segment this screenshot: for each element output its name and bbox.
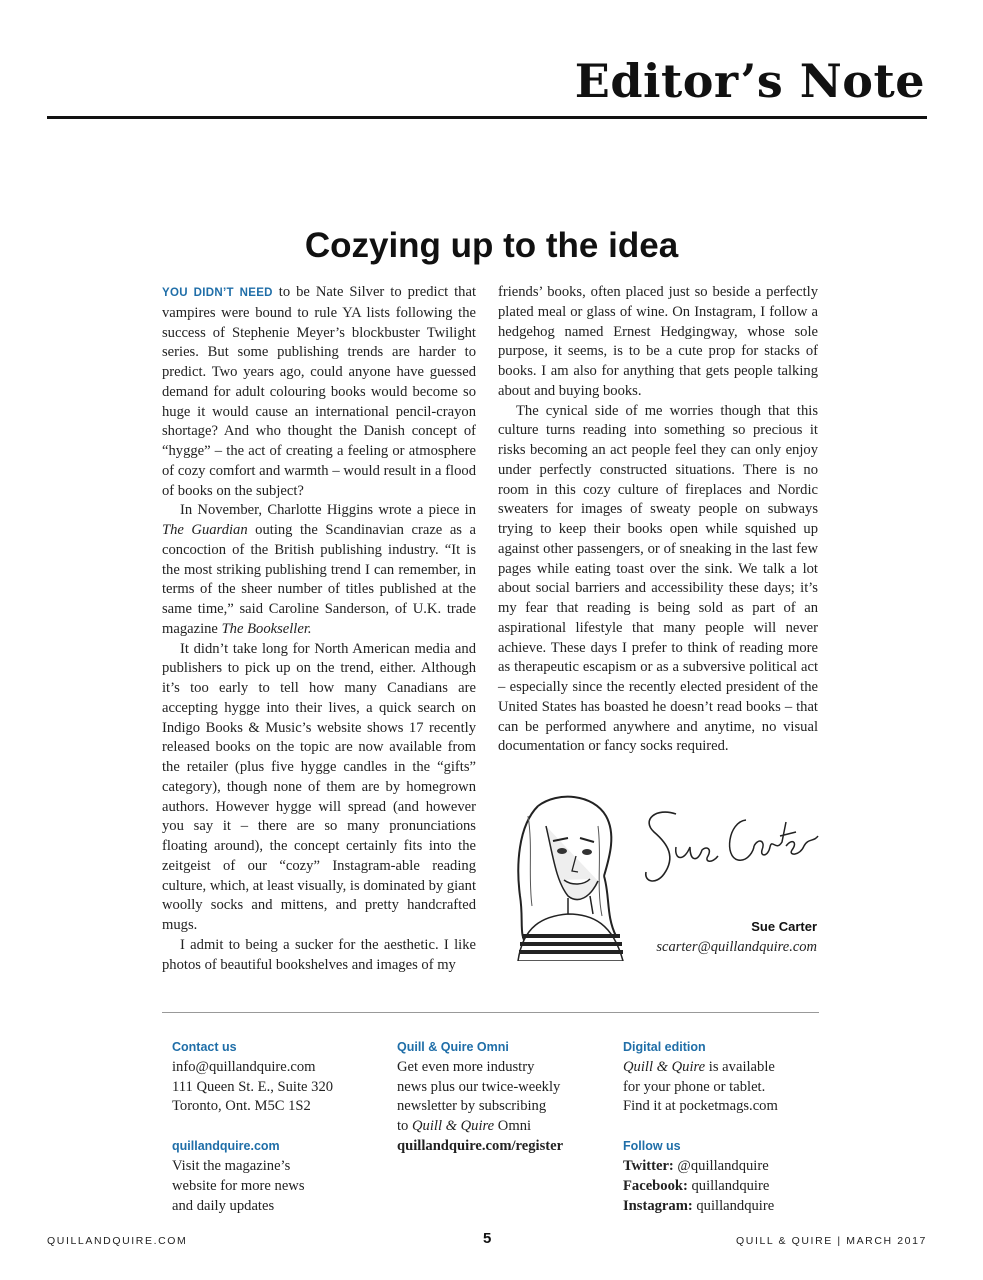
header-rule <box>47 116 927 119</box>
digital-text: Quill & Quire is available <box>623 1058 775 1075</box>
social-instagram[interactable]: Instagram: quillandquire <box>623 1197 775 1214</box>
lead-in: YOU DIDN’T NEED <box>162 287 273 299</box>
website-text: Visit the magazine’s <box>172 1157 291 1174</box>
contact-email[interactable]: info@quillandquire.com <box>172 1058 316 1075</box>
folio-website: QUILLANDQUIRE.COM <box>47 1235 188 1247</box>
footer-heading-contact: Contact us <box>172 1040 237 1054</box>
article-column-left <box>162 283 476 975</box>
publication-name: Quill & Quire <box>412 1118 495 1135</box>
contact-city: Toronto, Ont. M5C 1S2 <box>172 1098 311 1115</box>
footer-column-contact <box>172 1038 382 1216</box>
section-title: Editor’s Note <box>574 54 925 108</box>
article-paragraph <box>162 283 476 501</box>
footer-heading-follow: Follow us <box>623 1139 681 1154</box>
social-twitter[interactable]: Twitter: @quillandquire <box>623 1157 769 1174</box>
article-paragraph: The cynical side of me worries though that this culture turns reading into something so precious it risks becoming an act people feel they can only enjoy under perfectly constructed situations. There is no room in this cozy culture of fireplaces and Nordic sweaters for images of sweaty people on subways trying to keep their books open while squished up against other passengers, or of sneaking in the last few pages while eating toast over the sink. We talk a lot about social barriers and accessibility these days; it’s my fear that reading is being sold as part of an aspirational lifestyle that many people will never achieve. These days I prefer to think of reading more as therapeutic escapism or as a subversive political act – especially since the recently elected president of the United States has boasted he doesn’t read books – that can be performed anywhere and anytime, no visual documentation or fancy socks required. <box>498 402 818 755</box>
author-email[interactable]: scarter@quillandquire.com <box>656 939 817 955</box>
omni-text: news plus our twice-weekly <box>397 1078 561 1095</box>
author-signature <box>636 802 821 897</box>
article-column-right <box>498 283 818 757</box>
article-paragraph <box>162 501 476 639</box>
footer-heading-omni: Quill & Quire Omni <box>397 1040 509 1054</box>
article-headline: Cozying up to the idea <box>304 226 679 265</box>
website-text: website for more news <box>172 1177 305 1194</box>
author-name: Sue Carter <box>751 919 817 934</box>
paragraph-text: outing the Scandinavian craze as a concoction of the British publishing industry. “It is the most striking publishing trend I can remember, in terms of the sheer number of titles published at the same time,” said Caroline Sanderson, of U.K. trade magazine <box>162 522 476 637</box>
folio-issue: QUILL & QUIRE | MARCH 2017 <box>736 1235 927 1247</box>
footer-column-omni <box>397 1038 612 1157</box>
footer-heading-website[interactable]: quillandquire.com <box>172 1139 280 1154</box>
article-paragraph: It didn’t take long for North American media and publishers to pick up on the trend, either. Although it’s too early to tell how many Canadians are accepting hygge into their lives, a quick search on Indigo Books & Music’s website shows 17 recently released books on the topic are now available from the retailer (plus five hygge candles in the “gifts” category), though none of them are by homegrown authors. However hygge will spread (and however you say it – there are so many pronunciations floating around), the concept certainly fits into the zeitgeist of our “cozy” Instagram-able reading culture, which, at least visually, is dominated by giant woolly socks and mittens, and pretty handcrafted mugs. <box>162 640 476 933</box>
website-text: and daily updates <box>172 1197 275 1214</box>
contact-address: 111 Queen St. E., Suite 320 <box>172 1078 334 1095</box>
omni-text: to Quill & Quire Omni <box>397 1118 532 1135</box>
omni-text: newsletter by subscribing <box>397 1098 547 1115</box>
footer-divider <box>162 1012 819 1013</box>
author-portrait-illustration <box>498 786 628 961</box>
digital-text: for your phone or tablet. <box>623 1078 766 1095</box>
footer-heading-digital: Digital edition <box>623 1040 706 1054</box>
article-paragraph: friends’ books, often placed just so beside a perfectly plated meal or glass of wine. On Instagram, I follow a hedgehog named Ernest Hedgingway, whose sole purpose, it seems, is to be a cute prop for stacks of books. I am also for anything that gets people talking about and buying books. <box>498 284 818 399</box>
page-number: 5 <box>483 1230 492 1247</box>
publication-name: Quill & Quire <box>623 1058 706 1075</box>
paragraph-text: In November, Charlotte Higgins wrote a piece in <box>180 502 476 519</box>
digital-text: Find it at pocketmags.com <box>623 1098 778 1115</box>
paragraph-text: to be Nate Silver to predict that vampires were bound to rule YA lists following the success of Stephenie Meyer’s blockbuster Twilight series. But some publishing trends are harder to predict. Two years ago, could anyone have guessed demand for adult colouring books would become so huge it would cause an international pencil-crayon shortage? And who thought the Danish concept of “hygge” – the act of creating a feeling or atmosphere of cozy comfort and warmth – would result in a flood of books on the subject? <box>162 284 477 499</box>
publication-name: The Guardian <box>162 522 248 538</box>
footer-column-digital <box>623 1038 833 1216</box>
publication-name: The Bookseller. <box>221 620 312 637</box>
social-facebook[interactable]: Facebook: quillandquire <box>623 1177 770 1194</box>
omni-register-link[interactable]: quillandquire.com/register <box>397 1137 564 1154</box>
omni-text: Get even more industry <box>397 1058 535 1075</box>
article-paragraph: I admit to being a sucker for the aesthetic. I like photos of beautiful bookshelves and images of my <box>162 936 476 973</box>
